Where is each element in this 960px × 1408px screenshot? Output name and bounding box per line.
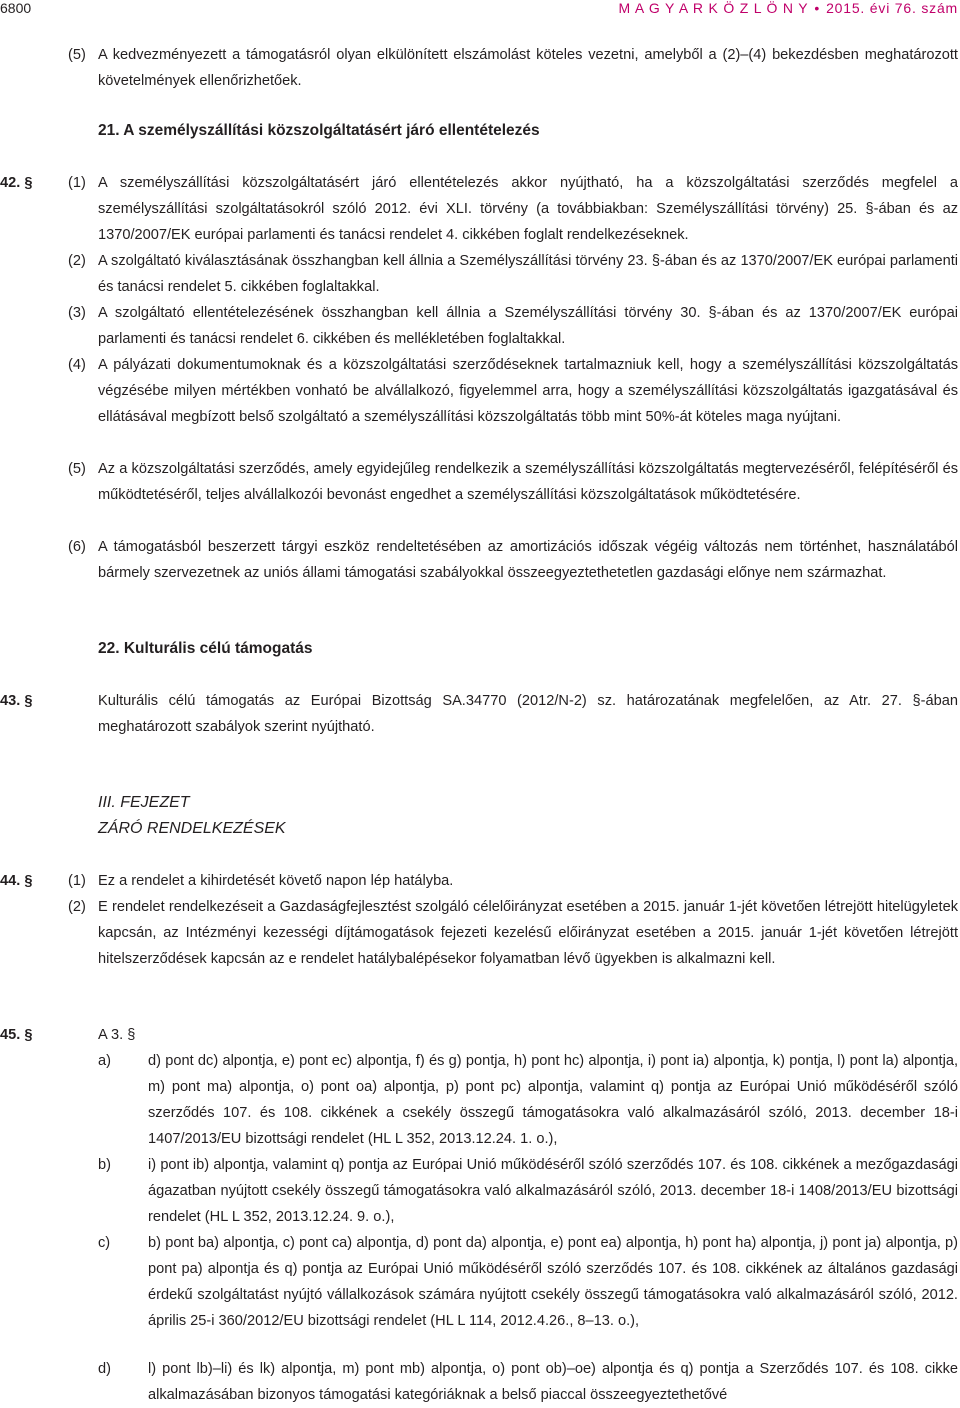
s42-p3-label: (3) <box>68 305 86 321</box>
s44-p2-text: E rendelet rendelkezéseit a Gazdaságfejlesztést szolgáló célelőirányzat esetében a 2015. január 1-jét követően létrejött hitelügyletek kapcsán, az Intézményi kezességi díjtámogatások fejezeti kezelésű előirányzat esetében a 2015. január 1-jét követően létrejött hitelszerződések kapcsán az e rendelet hatálybalépésekor folyamatban lévő ügyekben is alkalmazni kell. <box>98 899 958 967</box>
s42-p5-label: (5) <box>68 461 86 477</box>
page-number: 6800 <box>0 0 32 16</box>
s45-intro: A 3. § <box>98 1027 136 1043</box>
s44-p1-text: Ez a rendelet a kihirdetését követő napon lép hatályba. <box>98 873 454 889</box>
heading-22: 22. Kulturális célú támogatás <box>98 640 313 657</box>
s20-p5-text: A kedvezményezett a támogatásról olyan elkülönített elszámolást köteles vezetni, amelyből a (2)–(4) bekezdésben meghatározott követelmények ellenőrizhetőek. <box>98 47 958 89</box>
s42-p2-label: (2) <box>68 253 86 269</box>
page-header <box>0 0 960 20</box>
s42-p4-label: (4) <box>68 357 86 373</box>
s45-c-text: b) pont ba) alpontja, c) pont ca) alpontja, d) pont da) alpontja, e) pont ea) alpontja, h) pont ha) alpontja, j) pont ja) alpontja, p) pont pa) alpontja és q) pontja az Európai Unió működéséről szóló szerződés 107. és 108. cikkének az általános gazdasági érdekű szolgáltatást nyújtó vállalkozások számára nyújtott csekély összegű támogatásokra való alkalmazásáról szóló, 2012. április 25-i 360/2012/EU bizottsági rendelet (HL L 114, 2012.4.26., 8–13. o.), <box>148 1235 958 1329</box>
s45-a-text: d) pont dc) alpontja, e) pont ec) alpontja, f) és g) pontja, h) pont hc) alpontja, i) pont ia) alpontja, k) pontja, l) pont la) alpontja, m) pont ma) alpontja, o) pont oa) alpontja, p) pont pc) alpontja, valamint q) pontja az Európai Unió működéséről szóló szerződés 107. és 108. cikkének a csekély összegű támogatásokra való alkalmazásáról szóló, 2013. december 18-i 1407/2013/EU bizottsági rendelet (HL L 352, 2013.12.24. 1. o.), <box>148 1053 958 1147</box>
journal-issue <box>618 0 958 16</box>
s45-c-label: c) <box>98 1235 111 1251</box>
bullet-separator: • <box>814 0 821 16</box>
s44-p2-label: (2) <box>68 899 86 915</box>
section-42-number: 42. § <box>0 175 33 191</box>
s43-text: Kulturális célú támogatás az Európai Bizottság SA.34770 (2012/N-2) sz. határozatának megfelelően, az Atr. 27. §-ában meghatározott szabályok szerint nyújtható. <box>98 693 958 735</box>
s42-p4-text: A pályázati dokumentumoknak és a közszolgáltatási szerződéseknek tartalmazniuk kell, hogy a személyszállítási közszolgáltatás végzésébe milyen mértékben vonható be alvállalkozó, figyelemmel arra, hogy a személyszállítási közszolgáltatás igazgatásával és ellátásával megbízott belső szolgáltató a személyszállítási közszolgáltatás több mint 50%-át köteles maga nyújtani. <box>98 357 958 425</box>
s42-p6-label: (6) <box>68 539 86 555</box>
s42-p6-text: A támogatásból beszerzett tárgyi eszköz rendeltetésében az amortizációs időszak végéig változás nem történhet, használatából bármely szervezetnek az uniós állami támogatási szabályokkal összeegyeztethetetlen gazdasági előnye nem származhat. <box>98 539 958 581</box>
section-44-number: 44. § <box>0 873 33 889</box>
s45-d-label: d) <box>98 1361 111 1377</box>
s42-p1-label: (1) <box>68 175 86 191</box>
s42-p1-text: A személyszállítási közszolgáltatásért járó ellentételezés akkor nyújtható, ha a közszolgáltatási szerződés megfelel a személyszállítási szolgáltatásokról szóló 2012. évi XLI. törvény (a továbbiakban: Személyszállítási törvény) 25. §-ában és az 1370/2007/EK európai parlamenti és tanácsi rendelet 4. cikkében foglalt rendelkezéseknek. <box>98 175 958 243</box>
section-45-number: 45. § <box>0 1027 33 1043</box>
s45-a-label: a) <box>98 1053 111 1069</box>
s42-p3-text: A szolgáltató ellentételezésének összhangban kell állnia a Személyszállítási törvény 30. §-ában és az 1370/2007/EK európai parlamenti és tanácsi rendelet 6. cikkében és mellékletében foglaltakkal. <box>98 305 958 347</box>
s42-p5-text: Az a közszolgáltatási szerződés, amely egyidejűleg rendelkezik a személyszállítási közszolgáltatás megtervezéséről, felépítéséről és működtetéséről, teljes alvállalkozói bevonást engedhet a személyszállítási közszolgáltatások működtetésére. <box>98 461 958 503</box>
chapter-number: III. FEJEZET <box>98 794 190 811</box>
s20-p5-label: (5) <box>68 47 86 63</box>
chapter-title: ZÁRÓ RENDELKEZÉSEK <box>98 820 286 837</box>
s44-p1-label: (1) <box>68 873 86 889</box>
journal-title: M A G Y A R K Ö Z L Ö N Y <box>618 0 809 16</box>
section-43-number: 43. § <box>0 693 33 709</box>
s42-p2-text: A szolgáltató kiválasztásának összhangban kell állnia a Személyszállítási törvény 23. §-ában és az 1370/2007/EK európai parlamenti és tanácsi rendelet 5. cikkében foglaltakkal. <box>98 253 958 295</box>
issue-label: 2015. évi 76. szám <box>826 0 958 16</box>
s45-b-text: i) pont ib) alpontja, valamint q) pontja az Európai Unió működéséről szóló szerződés 107. és 108. cikkének a mezőgazdasági ágazatban nyújtott csekély összegű támogatásokra való alkalmazásáról szóló, 2013. december 18-i 1408/2013/EU bizottsági rendelet (HL L 352, 2013.12.24. 9. o.), <box>148 1157 958 1225</box>
s45-b-label: b) <box>98 1157 111 1173</box>
heading-21: 21. A személyszállítási közszolgáltatásért járó ellentételezés <box>98 122 540 139</box>
s45-d-text: l) pont lb)–li) és lk) alpontja, m) pont mb) alpontja, o) pont ob)–oe) alpontja és q) pontja a Szerződés 107. és 108. cikke alkalmazásában bizonyos támogatási kategóriáknak a belső piaccal összeegyeztethetővé <box>148 1361 958 1403</box>
